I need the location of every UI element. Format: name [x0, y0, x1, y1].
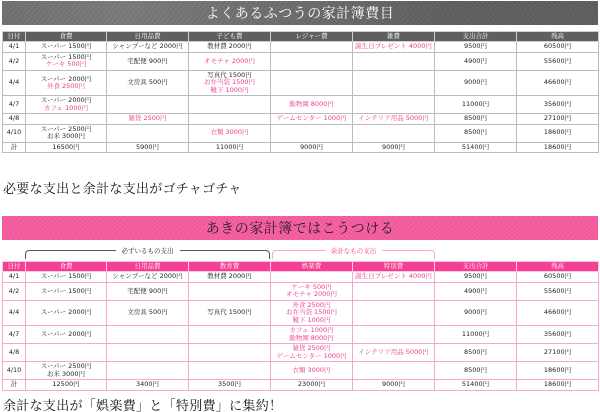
totals-row	[3, 380, 599, 390]
total-cell: 4900円	[435, 282, 517, 300]
total-cell: 9000円	[435, 70, 517, 95]
totals-c5-cell: 9000円	[353, 142, 435, 152]
section1-title: よくあるふつうの家計簿費目	[205, 6, 395, 22]
expense-entry: お弁当袋 1500円	[285, 308, 338, 317]
header-leisure: レジャー費	[271, 32, 353, 42]
expense-entry: お米 3000円	[46, 369, 86, 378]
section2-title-banner	[2, 216, 598, 240]
totals-c3-cell: 11000円	[189, 142, 271, 152]
expense-entry: シャンプーなど 2000円	[112, 42, 183, 51]
expense-entry: カフェ 1000円	[289, 326, 334, 335]
expense-entry: スーパー 2500円	[40, 124, 92, 133]
daily-goods-cell	[107, 52, 189, 70]
food-cell	[26, 300, 107, 325]
entertainment-cell	[271, 300, 353, 325]
expense-entry: スーパー 1500円	[40, 286, 92, 295]
extra-spending-label: 余計なもの支出	[325, 246, 383, 255]
extra-expense-entry: 雑貨 2500円	[128, 114, 167, 123]
food-cell	[26, 52, 107, 70]
expense-entry: 外食 2500円	[292, 300, 331, 309]
balance-cell: 27100円	[517, 114, 599, 124]
totals-row	[3, 142, 599, 152]
extra-expense-entry: ケーキ 500円	[45, 60, 87, 69]
header-education: 教育費	[189, 262, 271, 272]
daily-goods-cell	[107, 344, 189, 362]
total-cell: 8500円	[435, 362, 517, 380]
expense-entry: 宅配便 900円	[127, 56, 168, 65]
expense-entry: スーパー 2000円	[40, 330, 92, 339]
special-cell	[353, 272, 435, 282]
totals-total-cell: 51400円	[435, 380, 517, 390]
totals-c3-cell: 3500円	[189, 380, 271, 390]
extra-expense-entry: お弁当袋 1500円	[203, 78, 256, 87]
entertainment-cell	[271, 272, 353, 282]
daily-goods-cell	[107, 70, 189, 95]
entertainment-cell	[271, 362, 353, 380]
balance-cell: 35600円	[517, 96, 599, 114]
totals-c1-cell: 16500円	[26, 142, 107, 152]
misc-cell	[353, 52, 435, 70]
header-balance: 残高	[517, 262, 599, 272]
table-header-row	[3, 262, 599, 272]
expense-entry: 教材費 2000円	[207, 42, 252, 51]
entertainment-cell	[271, 282, 353, 300]
expense-entry: 雑貨 2500円	[292, 344, 331, 353]
balance-cell: 55600円	[517, 52, 599, 70]
children-cell	[189, 96, 271, 114]
totals-balance-cell: 18600円	[517, 380, 599, 390]
header-daily-goods: 日用品費	[107, 32, 189, 42]
necessary-spending-bracket	[25, 247, 270, 259]
food-cell	[26, 70, 107, 95]
leisure-cell	[271, 52, 353, 70]
extra-expense-entry: 衣類 3000円	[210, 128, 249, 137]
date-cell: 4/10	[3, 362, 26, 380]
date-cell: 4/1	[3, 272, 26, 282]
table-row	[3, 326, 599, 344]
daily-goods-cell	[107, 362, 189, 380]
balance-cell: 27100円	[517, 344, 599, 362]
table-row	[3, 344, 599, 362]
header-total: 支出合計	[435, 32, 517, 42]
leisure-cell	[271, 124, 353, 142]
table-row	[3, 282, 599, 300]
expense-entry: 宅配便 900円	[127, 286, 168, 295]
totals-label-cell: 計	[3, 380, 26, 390]
education-cell	[189, 272, 271, 282]
expense-entry: スーパー 1500円	[40, 52, 92, 61]
expense-entry: シャンプーなど 2000円	[112, 272, 183, 281]
misc-cell	[353, 96, 435, 114]
food-cell	[26, 42, 107, 52]
extra-expense-entry: 靴下 1000円	[210, 85, 249, 94]
totals-label-cell: 計	[3, 142, 26, 152]
expense-entry: ケーキ 500円	[291, 282, 332, 291]
header-special: 特別費	[353, 262, 435, 272]
daily-goods-cell	[107, 114, 189, 124]
daily-goods-cell	[107, 300, 189, 325]
header-misc: 雑費	[353, 32, 435, 42]
total-cell: 9500円	[435, 272, 517, 282]
special-cell	[353, 326, 435, 344]
table-row	[3, 114, 599, 124]
expense-entry: オモチャ 2000円	[286, 290, 337, 299]
header-entertainment: 娯楽費	[271, 262, 353, 272]
necessary-spending-label: 必ずいるもの支出	[116, 246, 180, 255]
expense-entry: 靴下 1000円	[292, 315, 331, 324]
special-cell	[353, 300, 435, 325]
date-cell: 4/8	[3, 344, 26, 362]
entertainment-cell	[271, 344, 353, 362]
totals-c1-cell: 12500円	[26, 380, 107, 390]
expense-entry: 動物園 8000円	[289, 333, 334, 342]
table-row	[3, 70, 599, 95]
special-cell	[353, 362, 435, 380]
table-row	[3, 272, 599, 282]
total-cell: 4900円	[435, 52, 517, 70]
expense-entry: スーパー 1500円	[40, 42, 92, 51]
expense-entry: スーパー 1500円	[40, 272, 92, 281]
extra-expense-entry: オモチャ 2000円	[204, 56, 255, 65]
totals-balance-cell: 18600円	[517, 142, 599, 152]
date-cell: 4/4	[3, 300, 26, 325]
expense-entry: スーパー 2000円	[40, 96, 92, 105]
education-cell	[189, 326, 271, 344]
expense-entry: スーパー 2000円	[40, 74, 92, 83]
food-cell	[26, 282, 107, 300]
expense-entry: 文房具 500円	[127, 308, 168, 317]
expense-entry: 誕生日プレゼント 4000円	[355, 272, 432, 281]
extra-expense-entry: 誕生日プレゼント 4000円	[355, 42, 432, 51]
totals-c2-cell: 3400円	[107, 380, 189, 390]
misc-cell	[353, 70, 435, 95]
misc-cell	[353, 124, 435, 142]
expense-entry: 文房具 500円	[127, 78, 168, 87]
misc-cell	[353, 114, 435, 124]
balance-cell: 60500円	[517, 42, 599, 52]
extra-expense-entry: インテリア用品 5000円	[358, 114, 429, 123]
table-row	[3, 300, 599, 325]
total-cell: 8500円	[435, 114, 517, 124]
education-cell	[189, 362, 271, 380]
expense-entry: インテリア用品 5000円	[358, 347, 429, 356]
special-cell	[353, 344, 435, 362]
date-cell: 4/4	[3, 70, 26, 95]
expense-entry: 写真代 1500円	[207, 70, 252, 79]
expense-entry: 衣類 3000円	[292, 365, 331, 374]
children-cell	[189, 124, 271, 142]
total-cell: 11000円	[435, 96, 517, 114]
balance-cell: 18600円	[517, 362, 599, 380]
common-budget-table	[2, 31, 599, 153]
header-children: 子ども費	[189, 32, 271, 42]
totals-c2-cell: 5900円	[107, 142, 189, 152]
balance-cell: 46600円	[517, 300, 599, 325]
education-cell	[189, 344, 271, 362]
date-cell: 4/2	[3, 282, 26, 300]
table-row	[3, 124, 599, 142]
totals-c4-cell: 9000円	[271, 142, 353, 152]
table-header-row	[3, 32, 599, 42]
section2-caption: 余計な支出が「娯楽費」と「特別費」に集約！	[3, 399, 283, 412]
date-cell: 4/7	[3, 96, 26, 114]
daily-goods-cell	[107, 282, 189, 300]
header-date: 日付	[3, 32, 26, 42]
leisure-cell	[271, 42, 353, 52]
leisure-cell	[271, 114, 353, 124]
balance-cell: 55600円	[517, 282, 599, 300]
balance-cell: 60500円	[517, 272, 599, 282]
date-cell: 4/2	[3, 52, 26, 70]
header-daily-goods: 日用品費	[107, 262, 189, 272]
expense-entry: 写真代 1500円	[207, 308, 252, 317]
balance-cell: 18600円	[517, 124, 599, 142]
food-cell	[26, 272, 107, 282]
special-cell	[353, 282, 435, 300]
totals-c5-cell: 9000円	[353, 380, 435, 390]
food-cell	[26, 344, 107, 362]
children-cell	[189, 52, 271, 70]
extra-expense-entry: 動物園 8000円	[289, 100, 334, 109]
header-balance: 残高	[517, 32, 599, 42]
total-cell: 9000円	[435, 300, 517, 325]
header-total: 支出合計	[435, 262, 517, 272]
section1-caption: 必要な支出と余計な支出がゴチャゴチャ	[3, 182, 242, 197]
misc-cell	[353, 42, 435, 52]
balance-cell: 35600円	[517, 326, 599, 344]
leisure-cell	[271, 96, 353, 114]
daily-goods-cell	[107, 42, 189, 52]
food-cell	[26, 326, 107, 344]
header-food: 食費	[26, 262, 107, 272]
children-cell	[189, 114, 271, 124]
education-cell	[189, 300, 271, 325]
expense-entry: お米 3000円	[46, 132, 86, 141]
table-row	[3, 96, 599, 114]
children-cell	[189, 42, 271, 52]
food-cell	[26, 114, 107, 124]
section2-title: あきの家計簿ではこうつける	[205, 221, 395, 237]
table-row	[3, 42, 599, 52]
extra-expense-entry: カフェ 1000円	[43, 103, 89, 112]
food-cell	[26, 124, 107, 142]
education-cell	[189, 282, 271, 300]
table-row	[3, 362, 599, 380]
food-cell	[26, 96, 107, 114]
total-cell: 9500円	[435, 42, 517, 52]
total-cell: 8500円	[435, 344, 517, 362]
date-cell: 4/7	[3, 326, 26, 344]
expense-entry: スーパー 2000円	[40, 308, 92, 317]
extra-expense-entry: 外食 2500円	[46, 82, 86, 91]
balance-cell: 46600円	[517, 70, 599, 95]
leisure-cell	[271, 70, 353, 95]
expense-entry: ゲームセンター 1000円	[276, 351, 347, 360]
daily-goods-cell	[107, 96, 189, 114]
children-cell	[189, 70, 271, 95]
daily-goods-cell	[107, 326, 189, 344]
expense-entry: スーパー 2500円	[40, 362, 92, 371]
extra-expense-entry: ゲームセンター 1000円	[276, 114, 347, 123]
table-row	[3, 52, 599, 70]
daily-goods-cell	[107, 272, 189, 282]
totals-c4-cell: 23000円	[271, 380, 353, 390]
header-food: 食費	[26, 32, 107, 42]
date-cell: 4/8	[3, 114, 26, 124]
expense-entry: 教材費 2000円	[207, 272, 252, 281]
aki-budget-table	[2, 261, 599, 391]
date-cell: 4/1	[3, 42, 26, 52]
header-date: 日付	[3, 262, 26, 272]
extra-spending-bracket	[272, 247, 435, 259]
totals-total-cell: 51400円	[435, 142, 517, 152]
total-cell: 8500円	[435, 124, 517, 142]
daily-goods-cell	[107, 124, 189, 142]
entertainment-cell	[271, 326, 353, 344]
section1-title-banner	[2, 1, 598, 25]
total-cell: 11000円	[435, 326, 517, 344]
food-cell	[26, 362, 107, 380]
date-cell: 4/10	[3, 124, 26, 142]
